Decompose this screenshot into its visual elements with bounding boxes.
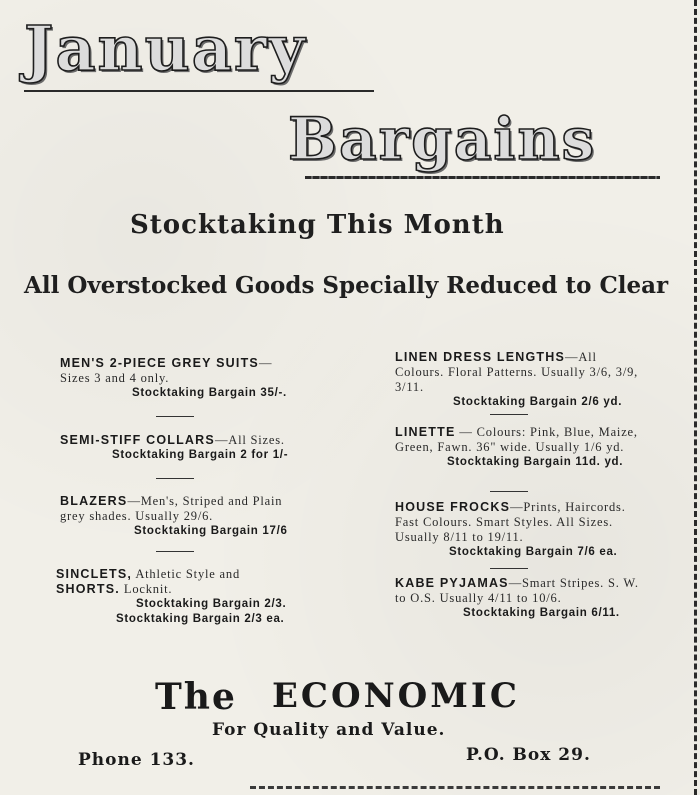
store-slogan: For Quality and Value.	[212, 720, 446, 740]
item-desc: —Prints, Haircords. Fast Colours. Smart Styles. All Sizes. Usually 8/11 to 19/11.	[395, 500, 626, 544]
headline-january: January	[24, 12, 307, 85]
item-desc: —All Colours. Floral Patterns. Usually 3/6, 3/9, 3/11.	[395, 350, 639, 394]
item-desc: —All Sizes.	[214, 433, 285, 447]
item-price: Stocktaking Bargain 7/6 ea.	[449, 546, 618, 558]
item-name-2: SHORTS.	[56, 582, 120, 596]
divider	[490, 491, 528, 492]
item-desc-2: Locknit.	[119, 582, 173, 596]
item-price: Stocktaking Bargain 6/11.	[463, 607, 620, 619]
item-name: SINCLETS,	[56, 567, 133, 581]
item-name: KABE PYJAMAS	[395, 576, 509, 590]
store-the: The	[155, 676, 237, 718]
headline-underline-2	[305, 176, 660, 179]
item-name: MEN'S 2-PIECE GREY SUITS	[60, 356, 259, 370]
item-desc: —Men's, Striped and Plain grey shades. Usually 29/6.	[60, 494, 283, 523]
item-name: HOUSE FROCKS	[395, 500, 511, 514]
item-price: Stocktaking Bargain 11d. yd.	[447, 456, 624, 468]
item-price: Stocktaking Bargain 2 for 1/-	[112, 449, 289, 461]
column-border	[694, 0, 697, 795]
item-name: BLAZERS	[60, 494, 128, 508]
item-price: Stocktaking Bargain 35/-.	[132, 387, 287, 399]
list-item-suits	[60, 356, 300, 401]
divider	[156, 416, 194, 417]
item-name: SEMI-STIFF COLLARS	[60, 433, 215, 447]
item-desc: —Smart Stripes. S. W. to O.S. Usually 4/11 to 10/6.	[395, 576, 639, 605]
tagline: All Overstocked Goods Specially Reduced to Clear	[24, 272, 669, 299]
list-item-collars	[60, 433, 305, 463]
item-price-2: Stocktaking Bargain 2/3 ea.	[116, 613, 285, 625]
store-name: ECONOMIC	[272, 676, 520, 716]
item-desc: — Colours: Pink, Blue, Maize, Green, Fawn. 36" wide. Usually 1/6 yd.	[395, 425, 638, 454]
list-item-pyjamas	[395, 576, 640, 621]
bottom-border	[250, 786, 660, 789]
headline-bargains: Bargains	[288, 105, 597, 173]
divider	[490, 414, 528, 415]
store-po-box: P.O. Box 29.	[466, 745, 591, 765]
item-price: Stocktaking Bargain 2/3.	[136, 598, 287, 610]
list-item-blazers	[60, 494, 305, 539]
list-item-linen	[395, 350, 640, 410]
item-name: LINEN DRESS LENGTHS	[395, 350, 566, 364]
list-item-linette	[395, 425, 640, 470]
item-name: LINETTE	[395, 425, 456, 439]
list-item-frocks	[395, 500, 640, 560]
item-price: Stocktaking Bargain 17/6	[134, 525, 288, 537]
item-price: Stocktaking Bargain 2/6 yd.	[453, 396, 623, 408]
divider	[156, 551, 194, 552]
divider	[156, 478, 194, 479]
divider	[490, 568, 528, 569]
item-desc: —Sizes 3 and 4 only.	[60, 356, 273, 385]
subheading: Stocktaking This Month	[130, 210, 505, 240]
item-desc: Athletic Style and	[132, 567, 240, 581]
list-item-singlets	[56, 567, 306, 627]
headline-underline	[24, 90, 374, 92]
store-phone: Phone 133.	[78, 750, 195, 770]
